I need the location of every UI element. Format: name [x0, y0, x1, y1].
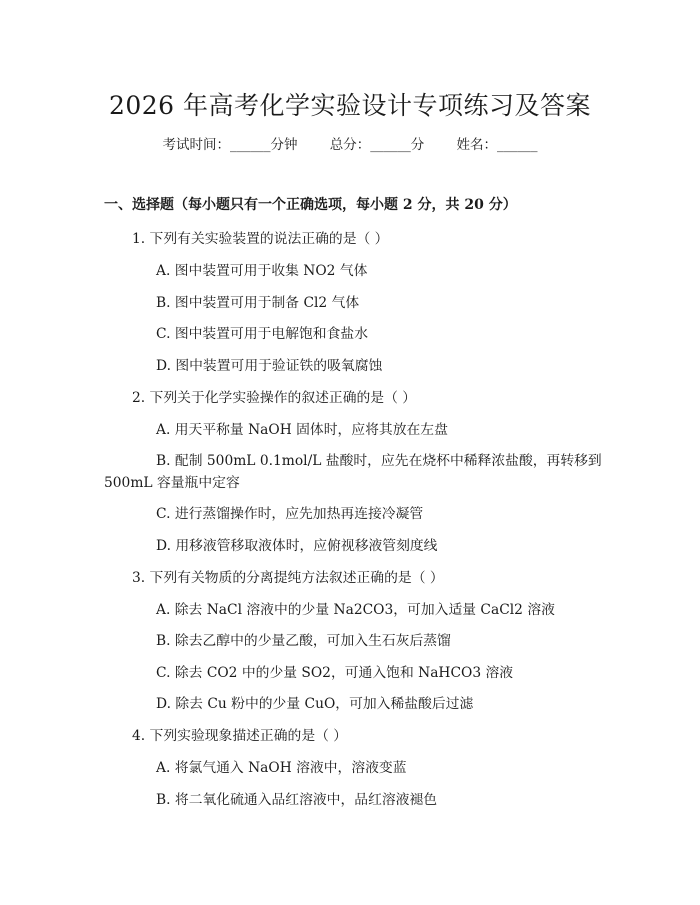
question-option: D. 图中装置可用于验证铁的吸氧腐蚀	[156, 358, 383, 374]
score-blank: ______	[370, 137, 411, 153]
question-stem: 1. 下列有关实验装置的说法正确的是（ ）	[132, 231, 389, 247]
question-option: B. 图中装置可用于制备 Cl2 气体	[156, 295, 360, 311]
question-option: A. 除去 NaCl 溶液中的少量 Na2CO3，可加入适量 CaCl2 溶液	[156, 602, 555, 618]
exam-time	[162, 137, 297, 153]
question-option: D. 除去 Cu 粉中的少量 CuO，可加入稀盐酸后过滤	[156, 696, 474, 712]
question-option: A. 将氯气通入 NaOH 溶液中，溶液变蓝	[156, 760, 407, 776]
question-option: C. 进行蒸馏操作时，应先加热再连接冷凝管	[156, 506, 424, 522]
question-option: B. 将二氧化硫通入品红溶液中，品红溶液褪色	[156, 792, 438, 808]
question-option: D. 用移液管移取液体时，应俯视移液管刻度线	[156, 538, 438, 554]
page-title: 2026 年高考化学实验设计专项练习及答案	[108, 91, 592, 120]
name-blank: ______	[497, 137, 538, 153]
score-label: 总分：	[329, 137, 371, 153]
question-option: B. 除去乙醇中的少量乙酸，可加入生石灰后蒸馏	[156, 633, 451, 649]
question-stem: 4. 下列实验现象描述正确的是（ ）	[132, 728, 348, 744]
exam-meta	[0, 133, 700, 153]
section-heading: 一、选择题（每小题只有一个正确选项，每小题 2 分，共 20 分）	[104, 197, 517, 213]
question-option: C. 图中装置可用于电解饱和食盐水	[156, 326, 368, 342]
question-option: B. 配制 500mL 0.1mol/L 盐酸时，应先在烧杯中稀释浓盐酸，再转移到	[156, 453, 602, 469]
total-score	[330, 137, 425, 153]
score-unit: 分	[410, 137, 425, 153]
student-name	[457, 137, 538, 153]
question-option: C. 除去 CO2 中的少量 SO2，可通入饱和 NaHCO3 溶液	[156, 665, 514, 681]
time-label: 考试时间：	[162, 137, 230, 153]
name-label: 姓名：	[456, 137, 498, 153]
time-unit: 分钟	[270, 137, 298, 153]
question-stem: 2. 下列关于化学实验操作的叙述正确的是（ ）	[132, 390, 417, 406]
question-option: A. 用天平称量 NaOH 固体时，应将其放在左盘	[156, 422, 448, 438]
question-option-continued: 500mL 容量瓶中定容	[104, 475, 240, 491]
time-blank: ______	[229, 137, 271, 153]
question-option: A. 图中装置可用于收集 NO2 气体	[156, 263, 368, 279]
question-stem: 3. 下列有关物质的分离提纯方法叙述正确的是（ ）	[132, 570, 444, 586]
